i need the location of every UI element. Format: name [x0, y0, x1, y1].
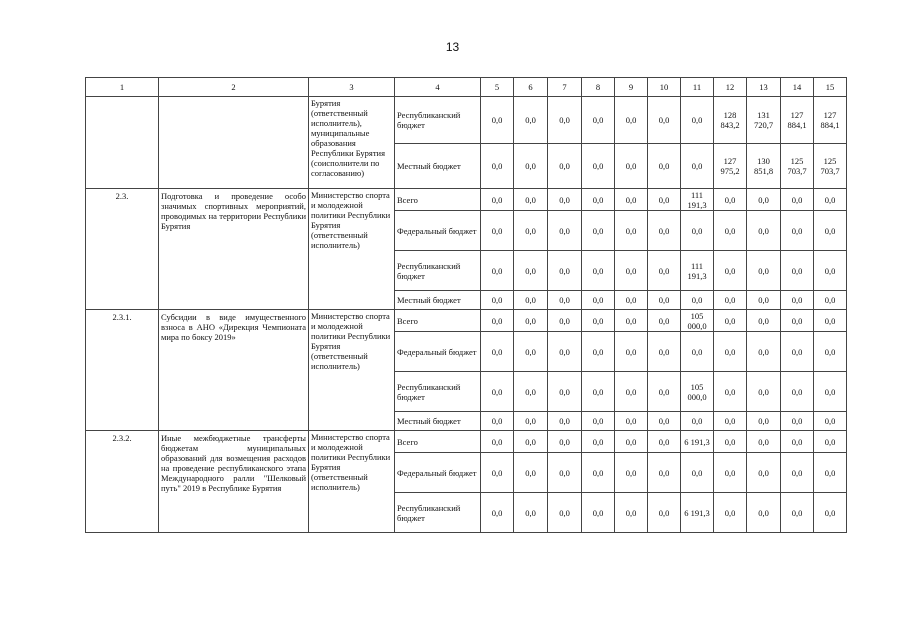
- value-cell: 0,0: [814, 332, 847, 372]
- value-cell: 0,0: [481, 453, 514, 493]
- value-cell: 111 191,3: [681, 251, 714, 291]
- value-cell: 0,0: [548, 412, 582, 431]
- value-cell: 0,0: [781, 372, 814, 412]
- column-header: 10: [648, 78, 681, 97]
- page-number: 13: [445, 40, 460, 54]
- value-cell: 0,0: [781, 291, 814, 310]
- value-cell: 0,0: [814, 291, 847, 310]
- row-code: 2.3.1.: [86, 310, 159, 431]
- value-cell: 0,0: [615, 332, 648, 372]
- row-code: 2.3.: [86, 189, 159, 310]
- value-cell: 0,0: [714, 310, 747, 332]
- value-cell: 0,0: [781, 310, 814, 332]
- value-cell: 127 884,1: [781, 97, 814, 144]
- value-cell: 0,0: [514, 453, 548, 493]
- value-cell: 0,0: [615, 310, 648, 332]
- value-cell: 6 191,3: [681, 431, 714, 453]
- value-cell: 0,0: [681, 144, 714, 189]
- value-cell: 0,0: [481, 412, 514, 431]
- value-cell: 0,0: [615, 431, 648, 453]
- funding-source: Всего: [395, 189, 481, 211]
- value-cell: 0,0: [747, 372, 781, 412]
- value-cell: 0,0: [747, 189, 781, 211]
- value-cell: 0,0: [714, 453, 747, 493]
- value-cell: 0,0: [814, 453, 847, 493]
- value-cell: 0,0: [615, 453, 648, 493]
- value-cell: 0,0: [615, 372, 648, 412]
- value-cell: 0,0: [481, 144, 514, 189]
- value-cell: 0,0: [548, 189, 582, 211]
- value-cell: 0,0: [681, 97, 714, 144]
- value-cell: 0,0: [514, 291, 548, 310]
- value-cell: 0,0: [548, 144, 582, 189]
- value-cell: 0,0: [514, 310, 548, 332]
- value-cell: 0,0: [648, 332, 681, 372]
- value-cell: 0,0: [648, 412, 681, 431]
- value-cell: 0,0: [582, 453, 615, 493]
- value-cell: 0,0: [514, 372, 548, 412]
- value-cell: 0,0: [481, 189, 514, 211]
- row-description: [159, 97, 309, 189]
- value-cell: 0,0: [648, 251, 681, 291]
- column-header: 11: [681, 78, 714, 97]
- funding-source: Федеральный бюджет: [395, 453, 481, 493]
- value-cell: 0,0: [747, 291, 781, 310]
- table-row: [86, 431, 847, 453]
- value-cell: 0,0: [681, 412, 714, 431]
- value-cell: 0,0: [681, 332, 714, 372]
- value-cell: 0,0: [615, 251, 648, 291]
- value-cell: 0,0: [814, 372, 847, 412]
- value-cell: 0,0: [548, 453, 582, 493]
- value-cell: 0,0: [548, 332, 582, 372]
- value-cell: 0,0: [747, 431, 781, 453]
- value-cell: 0,0: [648, 189, 681, 211]
- column-header: 5: [481, 78, 514, 97]
- column-header: 12: [714, 78, 747, 97]
- value-cell: 0,0: [814, 251, 847, 291]
- value-cell: 0,0: [481, 251, 514, 291]
- value-cell: 0,0: [714, 332, 747, 372]
- value-cell: 105 000,0: [681, 310, 714, 332]
- row-executor: Министерство спорта и молодежной политики Республики Бурятия (ответственный исполнитель): [309, 189, 395, 310]
- value-cell: 128 843,2: [714, 97, 747, 144]
- value-cell: 0,0: [781, 431, 814, 453]
- value-cell: 0,0: [481, 493, 514, 533]
- value-cell: 0,0: [747, 332, 781, 372]
- value-cell: 0,0: [648, 372, 681, 412]
- value-cell: 0,0: [481, 97, 514, 144]
- value-cell: 0,0: [714, 372, 747, 412]
- value-cell: 0,0: [814, 189, 847, 211]
- value-cell: 0,0: [514, 97, 548, 144]
- value-cell: 0,0: [481, 372, 514, 412]
- value-cell: 0,0: [514, 412, 548, 431]
- value-cell: 0,0: [814, 310, 847, 332]
- value-cell: 0,0: [615, 291, 648, 310]
- value-cell: 0,0: [714, 291, 747, 310]
- value-cell: 0,0: [615, 211, 648, 251]
- value-cell: 0,0: [714, 493, 747, 533]
- value-cell: 125 703,7: [814, 144, 847, 189]
- value-cell: 0,0: [514, 493, 548, 533]
- funding-source: Всего: [395, 310, 481, 332]
- value-cell: 0,0: [648, 144, 681, 189]
- funding-source: Республиканский бюджет: [395, 97, 481, 144]
- value-cell: 0,0: [582, 291, 615, 310]
- value-cell: 0,0: [582, 372, 615, 412]
- column-header: 2: [159, 78, 309, 97]
- value-cell: 0,0: [648, 211, 681, 251]
- header-row: [86, 78, 847, 97]
- column-header: 15: [814, 78, 847, 97]
- value-cell: 0,0: [615, 493, 648, 533]
- value-cell: 0,0: [582, 189, 615, 211]
- value-cell: 0,0: [714, 431, 747, 453]
- funding-source: Местный бюджет: [395, 291, 481, 310]
- value-cell: 0,0: [548, 372, 582, 412]
- value-cell: 125 703,7: [781, 144, 814, 189]
- column-header: 14: [781, 78, 814, 97]
- value-cell: 0,0: [582, 251, 615, 291]
- funding-source: Федеральный бюджет: [395, 332, 481, 372]
- value-cell: 0,0: [615, 97, 648, 144]
- value-cell: 0,0: [747, 211, 781, 251]
- value-cell: 0,0: [548, 493, 582, 533]
- value-cell: 0,0: [615, 144, 648, 189]
- value-cell: 0,0: [582, 412, 615, 431]
- value-cell: 105 000,0: [681, 372, 714, 412]
- value-cell: 0,0: [514, 251, 548, 291]
- value-cell: 0,0: [481, 310, 514, 332]
- value-cell: 0,0: [582, 431, 615, 453]
- row-executor: Министерство спорта и молодежной политики Республики Бурятия (ответственный исполнитель): [309, 431, 395, 533]
- value-cell: 0,0: [814, 412, 847, 431]
- funding-source: Местный бюджет: [395, 144, 481, 189]
- value-cell: 0,0: [514, 332, 548, 372]
- value-cell: 127 975,2: [714, 144, 747, 189]
- table-row: [86, 97, 847, 144]
- value-cell: 0,0: [615, 412, 648, 431]
- value-cell: 0,0: [514, 189, 548, 211]
- value-cell: 0,0: [781, 251, 814, 291]
- column-header: 13: [747, 78, 781, 97]
- value-cell: 111 191,3: [681, 189, 714, 211]
- value-cell: 0,0: [814, 493, 847, 533]
- column-header: 9: [615, 78, 648, 97]
- column-header: 3: [309, 78, 395, 97]
- value-cell: 0,0: [747, 493, 781, 533]
- value-cell: 0,0: [514, 431, 548, 453]
- value-cell: 131 720,7: [747, 97, 781, 144]
- row-description: Иные межбюджетные трансферты бюджетам муниципальных образований для возмещения расходов на проведение республиканского этапа Международного ралли "Шелковый путь" 2019 в Республике Бурятия: [159, 431, 309, 533]
- value-cell: 0,0: [481, 431, 514, 453]
- value-cell: 0,0: [781, 189, 814, 211]
- value-cell: 0,0: [481, 291, 514, 310]
- value-cell: 6 191,3: [681, 493, 714, 533]
- row-description: Подготовка и проведение особо значимых спортивных мероприятий, проводимых на территории Республики Бурятия: [159, 189, 309, 310]
- value-cell: 0,0: [681, 291, 714, 310]
- value-cell: 0,0: [548, 97, 582, 144]
- value-cell: 0,0: [582, 332, 615, 372]
- funding-source: Республиканский бюджет: [395, 251, 481, 291]
- value-cell: 130 851,8: [747, 144, 781, 189]
- value-cell: 0,0: [582, 97, 615, 144]
- value-cell: 0,0: [548, 211, 582, 251]
- value-cell: 0,0: [714, 211, 747, 251]
- value-cell: 0,0: [781, 211, 814, 251]
- column-header: 7: [548, 78, 582, 97]
- value-cell: 0,0: [548, 310, 582, 332]
- value-cell: 0,0: [714, 412, 747, 431]
- value-cell: 0,0: [714, 189, 747, 211]
- value-cell: 0,0: [781, 412, 814, 431]
- value-cell: 0,0: [814, 211, 847, 251]
- funding-source: Федеральный бюджет: [395, 211, 481, 251]
- value-cell: 0,0: [681, 211, 714, 251]
- value-cell: 0,0: [747, 412, 781, 431]
- value-cell: 0,0: [747, 310, 781, 332]
- value-cell: 0,0: [548, 431, 582, 453]
- row-code: 2.3.2.: [86, 431, 159, 533]
- value-cell: 0,0: [582, 144, 615, 189]
- table-row: [86, 189, 847, 211]
- column-header: 8: [582, 78, 615, 97]
- table-row: [86, 310, 847, 332]
- value-cell: 0,0: [514, 144, 548, 189]
- value-cell: 0,0: [481, 211, 514, 251]
- value-cell: 0,0: [514, 211, 548, 251]
- value-cell: 0,0: [648, 291, 681, 310]
- value-cell: 0,0: [582, 211, 615, 251]
- value-cell: 0,0: [781, 453, 814, 493]
- value-cell: 0,0: [582, 493, 615, 533]
- column-header: 4: [395, 78, 481, 97]
- value-cell: 0,0: [582, 310, 615, 332]
- value-cell: 0,0: [615, 189, 648, 211]
- row-executor: Министерство спорта и молодежной политики Республики Бурятия (ответственный исполнитель): [309, 310, 395, 431]
- funding-source: Всего: [395, 431, 481, 453]
- value-cell: 0,0: [548, 251, 582, 291]
- value-cell: 0,0: [648, 493, 681, 533]
- value-cell: 0,0: [781, 332, 814, 372]
- funding-source: Республиканский бюджет: [395, 372, 481, 412]
- funding-source: Республиканский бюджет: [395, 493, 481, 533]
- value-cell: 0,0: [747, 251, 781, 291]
- row-code: [86, 97, 159, 189]
- value-cell: 0,0: [714, 251, 747, 291]
- value-cell: 0,0: [747, 453, 781, 493]
- row-executor: Бурятия (ответственный исполнитель), муниципальные образования Республики Бурятия (соисполнители по согласованию): [309, 97, 395, 189]
- value-cell: 0,0: [481, 332, 514, 372]
- value-cell: 0,0: [681, 453, 714, 493]
- column-header: 6: [514, 78, 548, 97]
- row-description: Субсидии в виде имущественного взноса в АНО «Дирекция Чемпионата мира по боксу 2019»: [159, 310, 309, 431]
- value-cell: 0,0: [781, 493, 814, 533]
- value-cell: 0,0: [814, 431, 847, 453]
- value-cell: 0,0: [548, 291, 582, 310]
- column-header: 1: [86, 78, 159, 97]
- value-cell: 0,0: [648, 97, 681, 144]
- budget-table: [85, 77, 847, 533]
- value-cell: 0,0: [648, 310, 681, 332]
- value-cell: 0,0: [648, 453, 681, 493]
- funding-source: Местный бюджет: [395, 412, 481, 431]
- value-cell: 127 884,1: [814, 97, 847, 144]
- value-cell: 0,0: [648, 431, 681, 453]
